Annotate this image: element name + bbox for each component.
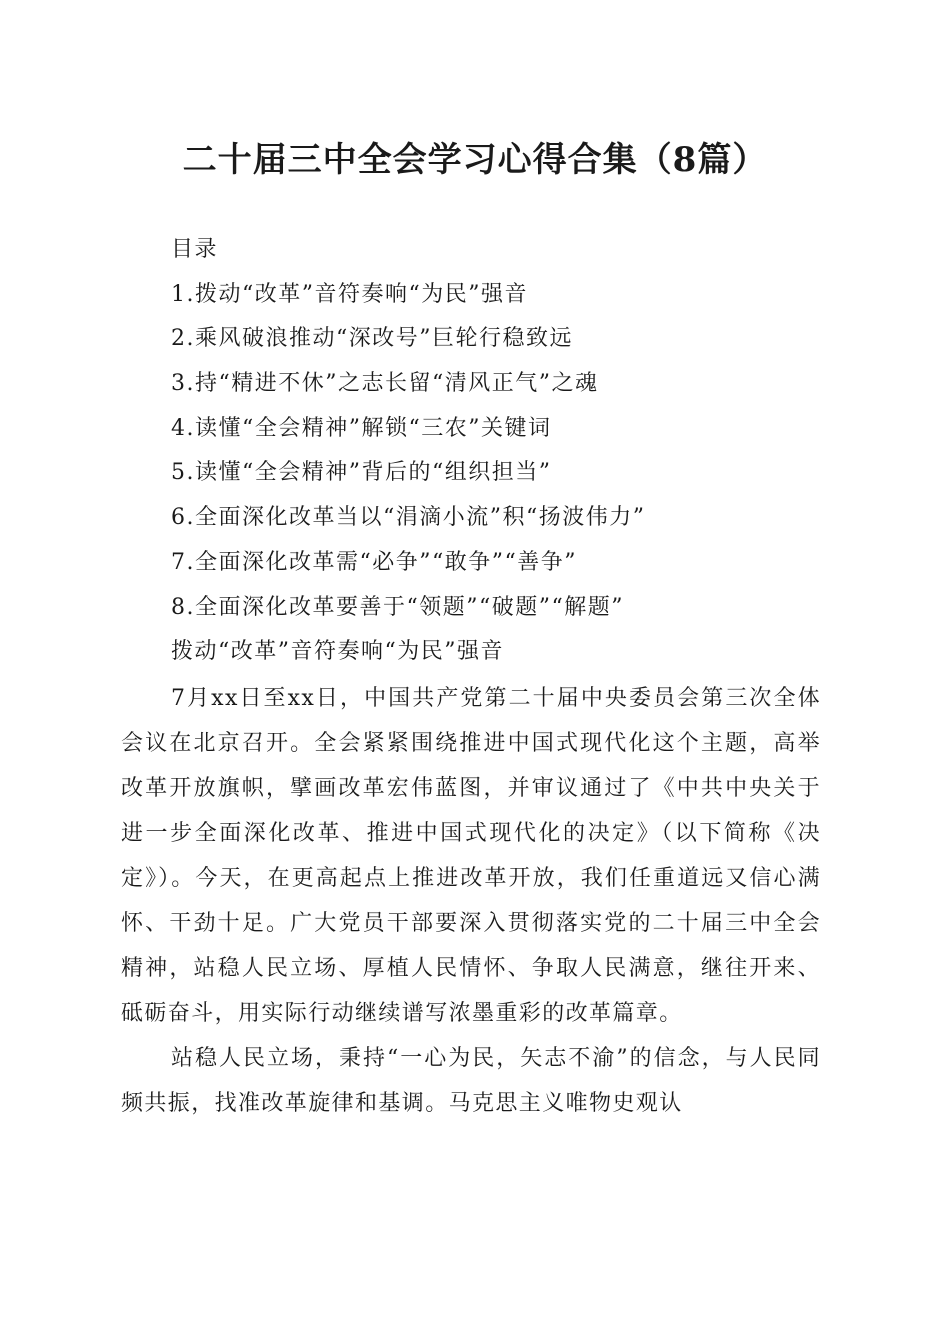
toc-item-4: 4.读懂“全会精神”解锁“三农”关键词 [171, 415, 552, 441]
toc-item-1: 1.拨动“改革”音符奏响“为民”强音 [171, 281, 528, 307]
body-paragraph-2: 站稳人民立场，秉持“一心为民，矢志不渝”的信念，与人民同频共振，找准改革旋律和基调。马克思主义唯物史观认 [121, 1045, 821, 1116]
document-body [121, 228, 821, 1126]
toc-heading: 目录 [171, 237, 219, 262]
section-heading: 拨动“改革”音符奏响“为民”强音 [171, 639, 504, 665]
document-title: 二十届三中全会学习心得合集（8篇） [182, 140, 768, 180]
toc-item-5: 5.读懂“全会精神”背后的“组织担当” [171, 460, 552, 486]
toc-item-3: 3.持“精进不休”之志长留“清风正气”之魂 [171, 371, 599, 397]
toc-item-6: 6.全面深化改革当以“涓滴小流”积“扬波伟力” [171, 505, 646, 531]
toc-item-2: 2.乘风破浪推动“深改号”巨轮行稳致远 [171, 326, 573, 352]
body-paragraph-1: 7月xx日至xx日，中国共产党第二十届中央委员会第三次全体会议在北京召开。全会紧紧围绕推进中国式现代化这个主题，高举改革开放旗帜，擘画改革宏伟蓝图，并审议通过了《中共中央关于进一步全面深化改革、推进中国式现代化的决定》（以下简称《决定》）。今天，在更高起点上推进改革开放，我们任重道远又信心满怀、干劲十足。广大党员干部要深入贯彻落实党的二十届三中全会精神，站稳人民立场、厚植人民情怀、争取人民满意，继往开来、砥砺奋斗，用实际行动继续谱写浓墨重彩的改革篇章。 [121, 685, 821, 1026]
toc-item-7: 7.全面深化改革需“必争”“敢争”“善争” [171, 549, 577, 575]
toc-item-8: 8.全面深化改革要善于“领题”“破题”“解题” [171, 594, 624, 620]
